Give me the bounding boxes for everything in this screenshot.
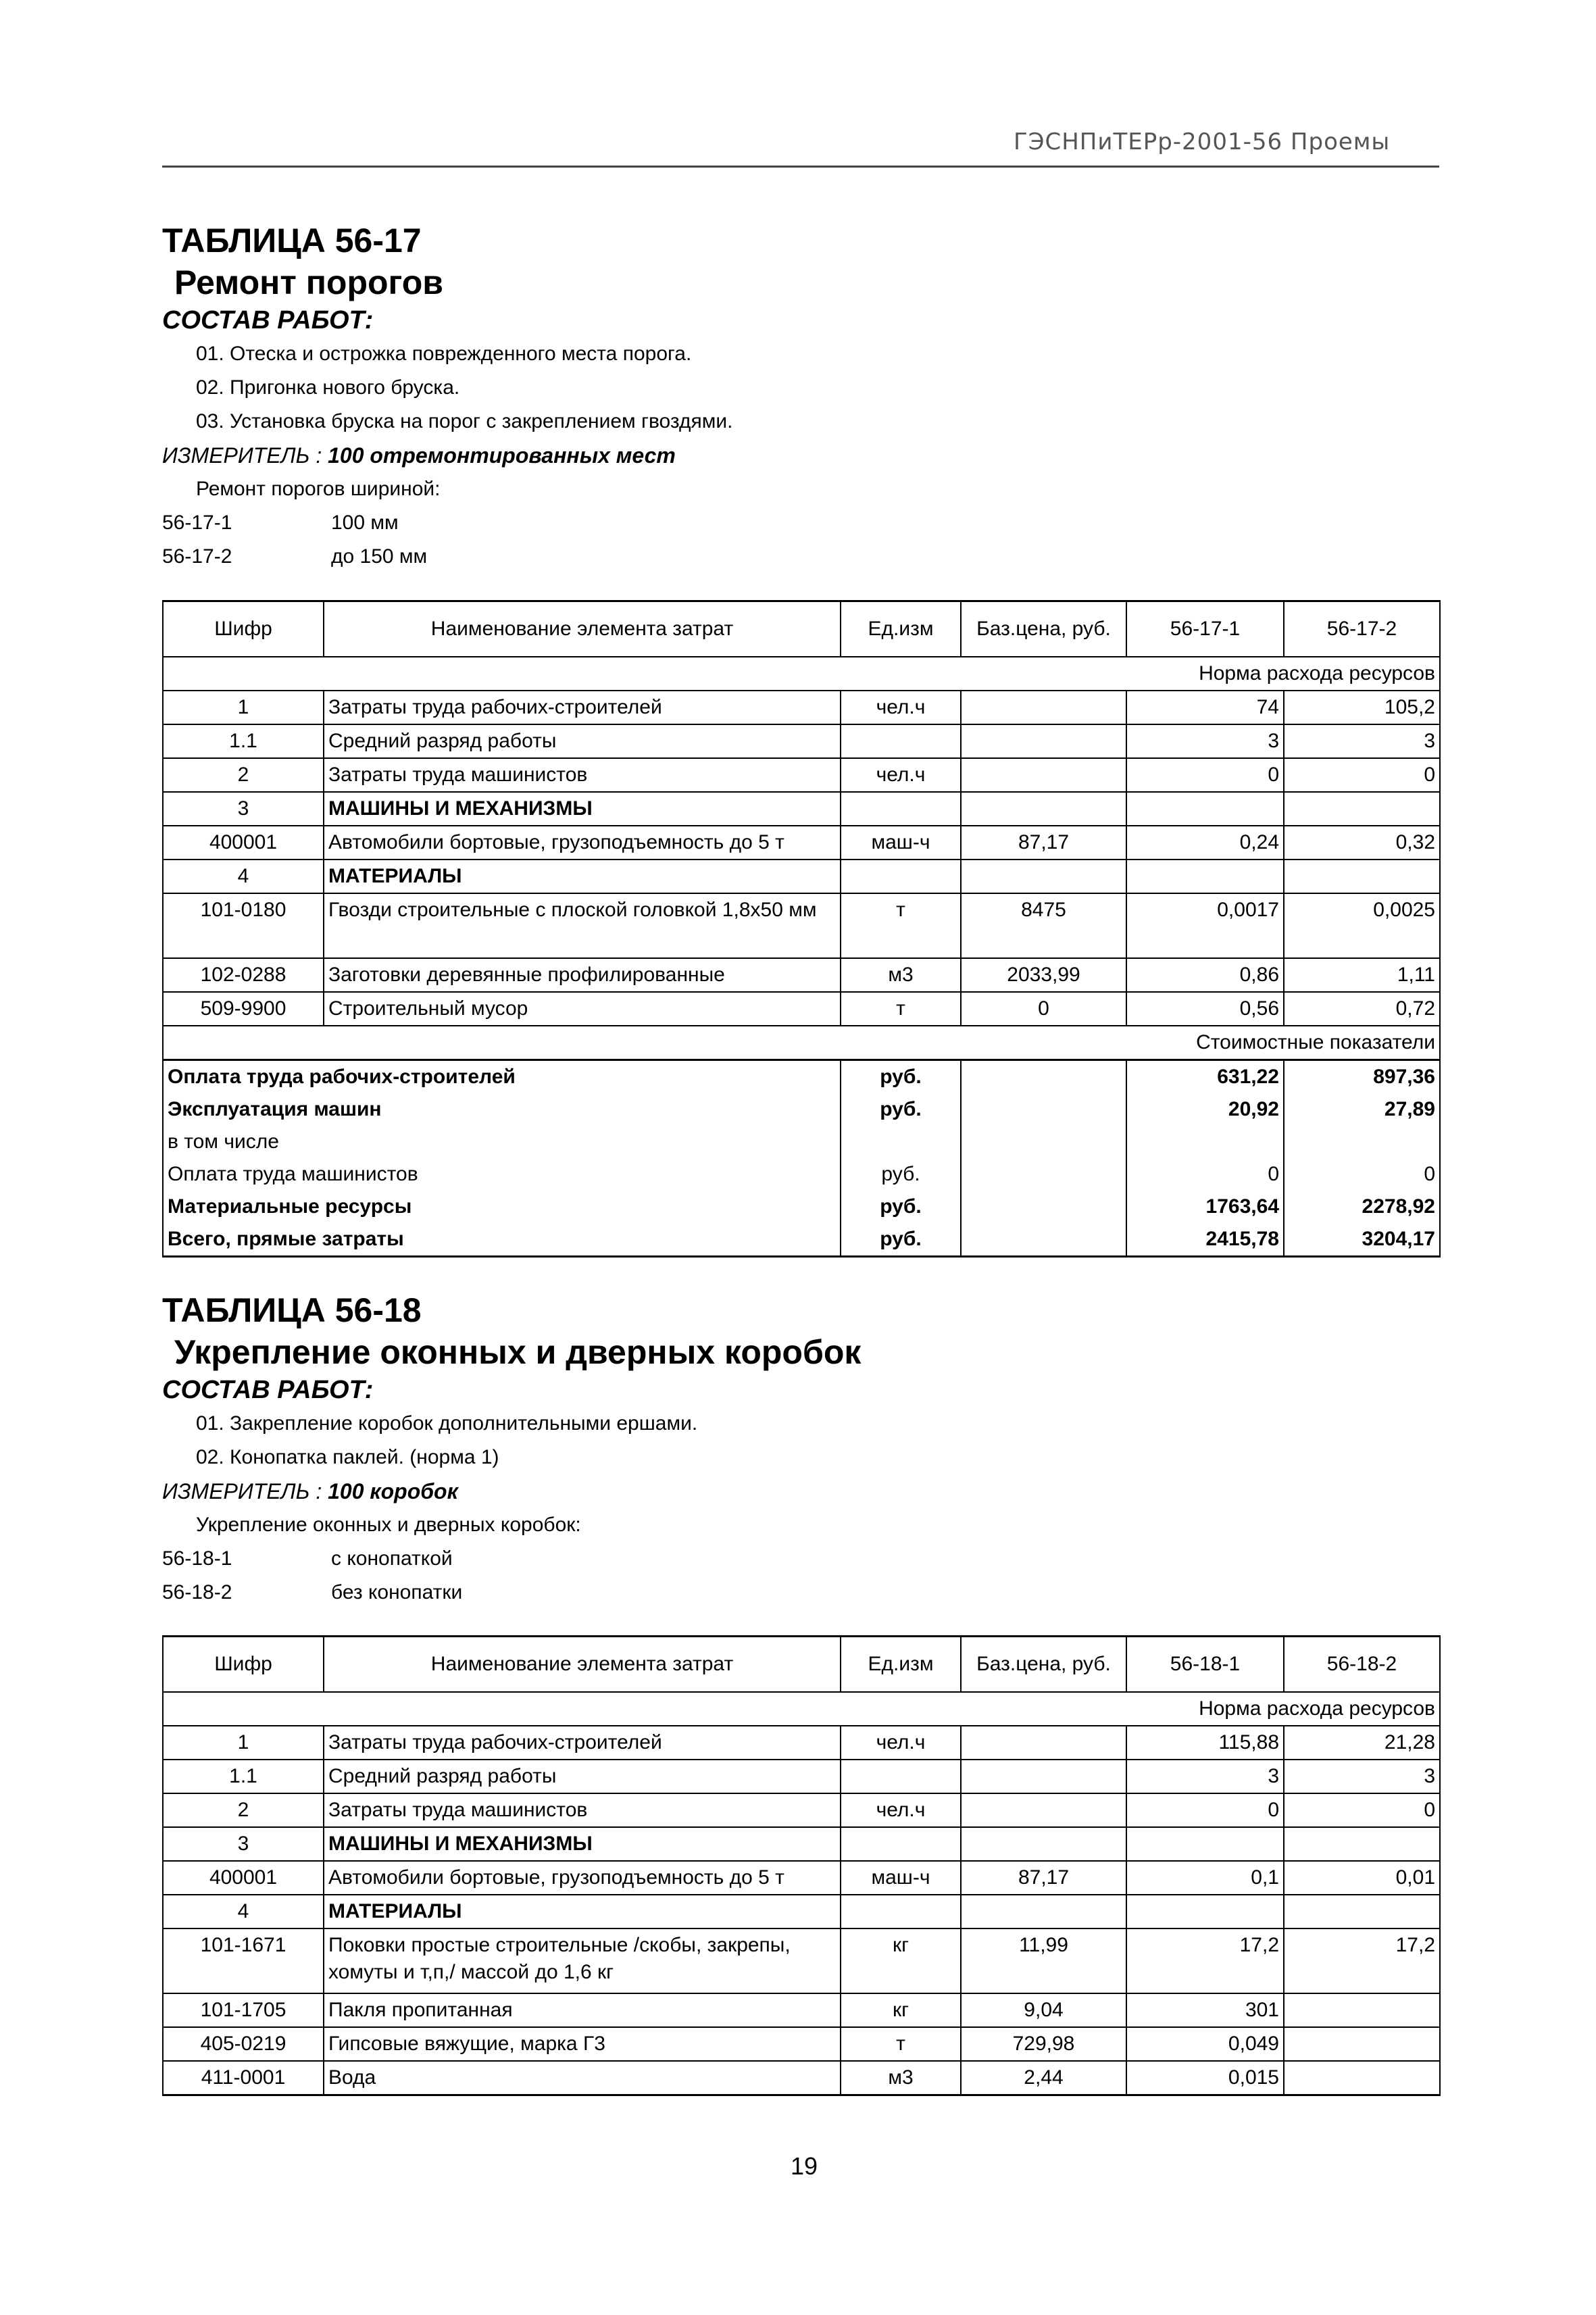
work-composition-label: СОСТАВ РАБОТ: bbox=[162, 1376, 374, 1404]
table-title: ТАБЛИЦА 56-17 bbox=[162, 222, 422, 259]
table-row bbox=[163, 992, 1440, 1026]
table-row bbox=[163, 958, 1440, 992]
summary-label: Эксплуатация машин bbox=[163, 1093, 841, 1126]
cell-name: Строительный мусор bbox=[324, 992, 841, 1026]
table-header-row bbox=[163, 1637, 1440, 1693]
cell-v1: 0,56 bbox=[1126, 992, 1284, 1026]
variant-code: 56-17-2 bbox=[162, 545, 232, 568]
col-header: Баз.цена, руб. bbox=[961, 1637, 1126, 1693]
col-header: Баз.цена, руб. bbox=[961, 601, 1126, 657]
cell-unit bbox=[841, 860, 961, 893]
summary-empty bbox=[961, 1093, 1126, 1126]
cell-price: 87,17 bbox=[961, 1861, 1126, 1895]
cell-v1 bbox=[1126, 1827, 1284, 1861]
cost-table-56-17 bbox=[162, 600, 1441, 1258]
work-item: 02. Пригонка нового бруска. bbox=[196, 376, 460, 399]
variant-row bbox=[162, 1576, 1439, 1610]
cell-name: Пакля пропитанная bbox=[324, 1993, 841, 2027]
table-row bbox=[163, 893, 1440, 958]
col-header: Ед.изм bbox=[841, 601, 961, 657]
measure-value: 100 коробок bbox=[328, 1479, 458, 1503]
work-item: 03. Установка бруска на порог с закреплением гвоздями. bbox=[196, 410, 733, 432]
summary-label: Всего, прямые затраты bbox=[163, 1223, 841, 1257]
cell-v2: 0 bbox=[1284, 1793, 1440, 1827]
cell-v1: 0 bbox=[1126, 1793, 1284, 1827]
cell-name: Поковки простые строительные /скобы, закрепы, хомуты и т,п,/ массой до 1,6 кг bbox=[324, 1928, 841, 1993]
summary-unit: руб. bbox=[841, 1060, 961, 1094]
work-item: 02. Конопатка паклей. (норма 1) bbox=[196, 1446, 499, 1468]
cell-name: Гвозди строительные с плоской головкой 1,8x50 мм bbox=[324, 893, 841, 958]
cell-unit bbox=[841, 1895, 961, 1928]
cost-table-56-18 bbox=[162, 1635, 1441, 2096]
table-56-18-header bbox=[162, 1289, 1439, 1610]
cell-price bbox=[961, 860, 1126, 893]
variant-desc: без конопатки bbox=[331, 1581, 463, 1603]
cell-v2: 21,28 bbox=[1284, 1726, 1440, 1760]
cell-price bbox=[961, 691, 1126, 724]
cell-v1 bbox=[1126, 1895, 1284, 1928]
cell-price bbox=[961, 758, 1126, 792]
cell-price bbox=[961, 1760, 1126, 1793]
cell-code: 509-9900 bbox=[163, 992, 324, 1026]
table-title: ТАБЛИЦА 56-18 bbox=[162, 1291, 422, 1329]
table-row bbox=[163, 792, 1440, 826]
table-row bbox=[163, 1861, 1440, 1895]
table-row bbox=[163, 1993, 1440, 2027]
summary-v2: 897,36 bbox=[1284, 1060, 1440, 1094]
cell-price: 0 bbox=[961, 992, 1126, 1026]
summary-unit: руб. bbox=[841, 1223, 961, 1257]
cell-unit: маш-ч bbox=[841, 1861, 961, 1895]
cell-v2: 0,01 bbox=[1284, 1861, 1440, 1895]
cell-v2 bbox=[1284, 792, 1440, 826]
cell-v1 bbox=[1126, 860, 1284, 893]
cell-price bbox=[961, 1726, 1126, 1760]
work-composition-label: СОСТАВ РАБОТ: bbox=[162, 306, 374, 334]
header-divider bbox=[162, 166, 1439, 168]
cell-unit: кг bbox=[841, 1993, 961, 2027]
col-header: 56-17-2 bbox=[1284, 601, 1440, 657]
cell-price: 2033,99 bbox=[961, 958, 1126, 992]
measure-unit bbox=[162, 1474, 1439, 1508]
cell-code: 1 bbox=[163, 691, 324, 724]
cell-name: Автомобили бортовые, грузоподъемность до 5 т bbox=[324, 1861, 841, 1895]
summary-v1 bbox=[1126, 1126, 1284, 1158]
cell-v1 bbox=[1126, 792, 1284, 826]
summary-v2 bbox=[1284, 1126, 1440, 1158]
cell-name: Затраты труда машинистов bbox=[324, 758, 841, 792]
table-row bbox=[163, 860, 1440, 893]
cell-v1: 3 bbox=[1126, 724, 1284, 758]
summary-v2: 27,89 bbox=[1284, 1093, 1440, 1126]
cell-v1: 0,015 bbox=[1126, 2061, 1284, 2095]
table-row bbox=[163, 2027, 1440, 2061]
table-row bbox=[163, 1793, 1440, 1827]
summary-label: Материальные ресурсы bbox=[163, 1191, 841, 1223]
cell-v2 bbox=[1284, 1895, 1440, 1928]
cell-code: 101-1671 bbox=[163, 1928, 324, 1993]
variant-row bbox=[162, 1542, 1439, 1576]
cell-name: Затраты труда машинистов bbox=[324, 1793, 841, 1827]
variant-desc: с конопаткой bbox=[331, 1547, 453, 1570]
norm-label: Норма расхода ресурсов bbox=[163, 657, 1440, 691]
cell-unit bbox=[841, 1827, 961, 1861]
cell-price bbox=[961, 1793, 1126, 1827]
cell-v2: 3 bbox=[1284, 1760, 1440, 1793]
cell-unit: м3 bbox=[841, 2061, 961, 2095]
table-row bbox=[163, 691, 1440, 724]
measure-label: ИЗМЕРИТЕЛЬ : bbox=[162, 443, 322, 468]
cell-price: 729,98 bbox=[961, 2027, 1126, 2061]
cell-code: 101-0180 bbox=[163, 893, 324, 958]
cell-unit bbox=[841, 1760, 961, 1793]
cell-code: 3 bbox=[163, 792, 324, 826]
cell-unit: т bbox=[841, 893, 961, 958]
col-header: 56-18-1 bbox=[1126, 1637, 1284, 1693]
summary-row bbox=[163, 1093, 1440, 1126]
cell-code: 405-0219 bbox=[163, 2027, 324, 2061]
cell-v2: 1,11 bbox=[1284, 958, 1440, 992]
cell-name: Затраты труда рабочих-строителей bbox=[324, 1726, 841, 1760]
cell-price: 87,17 bbox=[961, 826, 1126, 860]
cell-name: Затраты труда рабочих-строителей bbox=[324, 691, 841, 724]
col-header: Ед.изм bbox=[841, 1637, 961, 1693]
summary-unit: руб. bbox=[841, 1093, 961, 1126]
cell-v1: 17,2 bbox=[1126, 1928, 1284, 1993]
cell-v1: 3 bbox=[1126, 1760, 1284, 1793]
table-row bbox=[163, 1760, 1440, 1793]
cell-v1: 0,049 bbox=[1126, 2027, 1284, 2061]
summary-row bbox=[163, 1223, 1440, 1257]
cell-name: МАШИНЫ И МЕХАНИЗМЫ bbox=[324, 792, 841, 826]
table-row bbox=[163, 758, 1440, 792]
cell-name: Гипсовые вяжущие, марка Г3 bbox=[324, 2027, 841, 2061]
section-title: Укрепление оконных и дверных коробок bbox=[174, 1333, 862, 1371]
norm-row bbox=[163, 657, 1440, 691]
work-item: 01. Закрепление коробок дополнительными ершами. bbox=[196, 1412, 698, 1435]
cell-v2: 0,0025 bbox=[1284, 893, 1440, 958]
page-number: 19 bbox=[790, 2152, 818, 2180]
cell-unit: чел.ч bbox=[841, 691, 961, 724]
cell-price: 11,99 bbox=[961, 1928, 1126, 1993]
summary-v1: 0 bbox=[1126, 1158, 1284, 1191]
cell-name: Вода bbox=[324, 2061, 841, 2095]
variant-row bbox=[162, 506, 1439, 540]
measure-value: 100 отремонтированных мест bbox=[328, 443, 676, 468]
cell-v2: 0,32 bbox=[1284, 826, 1440, 860]
summary-empty bbox=[961, 1191, 1126, 1223]
variant-code: 56-17-1 bbox=[162, 512, 232, 534]
variants-intro: Ремонт порогов шириной: bbox=[196, 478, 441, 500]
cell-name: Автомобили бортовые, грузоподъемность до 5 т bbox=[324, 826, 841, 860]
summary-row bbox=[163, 1191, 1440, 1223]
summary-row bbox=[163, 1158, 1440, 1191]
cell-price bbox=[961, 724, 1126, 758]
summary-v1: 631,22 bbox=[1126, 1060, 1284, 1094]
cell-v2: 0,72 bbox=[1284, 992, 1440, 1026]
cell-v2 bbox=[1284, 1827, 1440, 1861]
measure-label: ИЗМЕРИТЕЛЬ : bbox=[162, 1479, 322, 1503]
cell-v2: 3 bbox=[1284, 724, 1440, 758]
section-title: Ремонт порогов bbox=[174, 264, 443, 301]
summary-label: в том числе bbox=[163, 1126, 841, 1158]
col-header: Наименование элемента затрат bbox=[324, 601, 841, 657]
norm-label: Норма расхода ресурсов bbox=[163, 1692, 1440, 1726]
cell-unit bbox=[841, 724, 961, 758]
cell-code: 102-0288 bbox=[163, 958, 324, 992]
cell-unit: чел.ч bbox=[841, 1726, 961, 1760]
summary-v2: 2278,92 bbox=[1284, 1191, 1440, 1223]
summary-label: Оплата труда рабочих-строителей bbox=[163, 1060, 841, 1094]
summary-unit: руб. bbox=[841, 1191, 961, 1223]
cell-code: 4 bbox=[163, 860, 324, 893]
cell-code: 2 bbox=[163, 758, 324, 792]
cell-v2 bbox=[1284, 1993, 1440, 2027]
variant-desc: 100 мм bbox=[331, 512, 399, 534]
cell-name: МАШИНЫ И МЕХАНИЗМЫ bbox=[324, 1827, 841, 1861]
variants-intro: Укрепление оконных и дверных коробок: bbox=[196, 1514, 581, 1536]
cell-code: 1 bbox=[163, 1726, 324, 1760]
cell-unit: чел.ч bbox=[841, 1793, 961, 1827]
cell-price: 8475 bbox=[961, 893, 1126, 958]
col-header: Наименование элемента затрат bbox=[324, 1637, 841, 1693]
cost-label: Стоимостные показатели bbox=[163, 1026, 1440, 1060]
cell-name: МАТЕРИАЛЫ bbox=[324, 860, 841, 893]
cell-code: 400001 bbox=[163, 1861, 324, 1895]
summary-empty bbox=[961, 1126, 1126, 1158]
cell-code: 101-1705 bbox=[163, 1993, 324, 2027]
cell-unit: м3 bbox=[841, 958, 961, 992]
cell-code: 4 bbox=[163, 1895, 324, 1928]
table-row bbox=[163, 1726, 1440, 1760]
cell-v1: 0,24 bbox=[1126, 826, 1284, 860]
cell-unit bbox=[841, 792, 961, 826]
document-code: ГЭСНПиТЕРр-2001-56 Проемы bbox=[1014, 128, 1391, 155]
summary-label: Оплата труда машинистов bbox=[163, 1158, 841, 1191]
cell-price bbox=[961, 1827, 1126, 1861]
cell-v1: 301 bbox=[1126, 1993, 1284, 2027]
cell-v2 bbox=[1284, 2061, 1440, 2095]
col-header: Шифр bbox=[163, 1637, 324, 1693]
variant-row bbox=[162, 540, 1439, 574]
cell-unit: кг bbox=[841, 1928, 961, 1993]
variant-code: 56-18-2 bbox=[162, 1581, 232, 1603]
cell-name: Средний разряд работы bbox=[324, 724, 841, 758]
summary-empty bbox=[961, 1223, 1126, 1257]
table-row bbox=[163, 2061, 1440, 2095]
cell-price: 9,04 bbox=[961, 1993, 1126, 2027]
col-header: Шифр bbox=[163, 601, 324, 657]
cell-v1: 0,0017 bbox=[1126, 893, 1284, 958]
cell-v2 bbox=[1284, 2027, 1440, 2061]
measure-unit bbox=[162, 439, 1439, 472]
cell-code: 411-0001 bbox=[163, 2061, 324, 2095]
cell-price bbox=[961, 792, 1126, 826]
summary-v2: 0 bbox=[1284, 1158, 1440, 1191]
cell-v1: 115,88 bbox=[1126, 1726, 1284, 1760]
cell-name: Средний разряд работы bbox=[324, 1760, 841, 1793]
cell-name: МАТЕРИАЛЫ bbox=[324, 1895, 841, 1928]
summary-v1: 2415,78 bbox=[1126, 1223, 1284, 1257]
cell-v2: 17,2 bbox=[1284, 1928, 1440, 1993]
cell-v1: 0,1 bbox=[1126, 1861, 1284, 1895]
summary-empty bbox=[961, 1158, 1126, 1191]
cell-code: 1.1 bbox=[163, 724, 324, 758]
table-56-17-header bbox=[162, 220, 1439, 574]
cell-v1: 74 bbox=[1126, 691, 1284, 724]
table-row bbox=[163, 724, 1440, 758]
cell-code: 2 bbox=[163, 1793, 324, 1827]
cell-unit: чел.ч bbox=[841, 758, 961, 792]
table-header-row bbox=[163, 601, 1440, 657]
table-row bbox=[163, 1827, 1440, 1861]
col-header: 56-18-2 bbox=[1284, 1637, 1440, 1693]
cell-price: 2,44 bbox=[961, 2061, 1126, 2095]
summary-unit: руб. bbox=[841, 1158, 961, 1191]
cell-code: 1.1 bbox=[163, 1760, 324, 1793]
col-header: 56-17-1 bbox=[1126, 601, 1284, 657]
table-row bbox=[163, 1895, 1440, 1928]
summary-empty bbox=[961, 1060, 1126, 1094]
table-row bbox=[163, 1928, 1440, 1993]
cell-unit: т bbox=[841, 2027, 961, 2061]
cell-v1: 0,86 bbox=[1126, 958, 1284, 992]
work-item: 01. Отеска и острожка поврежденного места порога. bbox=[196, 343, 692, 365]
cell-v2: 105,2 bbox=[1284, 691, 1440, 724]
summary-v2: 3204,17 bbox=[1284, 1223, 1440, 1257]
cell-v1: 0 bbox=[1126, 758, 1284, 792]
variant-desc: до 150 мм bbox=[331, 545, 428, 568]
cell-code: 400001 bbox=[163, 826, 324, 860]
cell-unit: т bbox=[841, 992, 961, 1026]
variant-code: 56-18-1 bbox=[162, 1547, 232, 1570]
table-row bbox=[163, 826, 1440, 860]
cell-unit: маш-ч bbox=[841, 826, 961, 860]
cell-price bbox=[961, 1895, 1126, 1928]
summary-row bbox=[163, 1126, 1440, 1158]
summary-v1: 20,92 bbox=[1126, 1093, 1284, 1126]
norm-row bbox=[163, 1692, 1440, 1726]
cell-v2: 0 bbox=[1284, 758, 1440, 792]
cell-v2 bbox=[1284, 860, 1440, 893]
summary-v1: 1763,64 bbox=[1126, 1191, 1284, 1223]
cost-row bbox=[163, 1026, 1440, 1060]
cell-code: 3 bbox=[163, 1827, 324, 1861]
cell-name: Заготовки деревянные профилированные bbox=[324, 958, 841, 992]
summary-row bbox=[163, 1060, 1440, 1094]
summary-unit bbox=[841, 1126, 961, 1158]
